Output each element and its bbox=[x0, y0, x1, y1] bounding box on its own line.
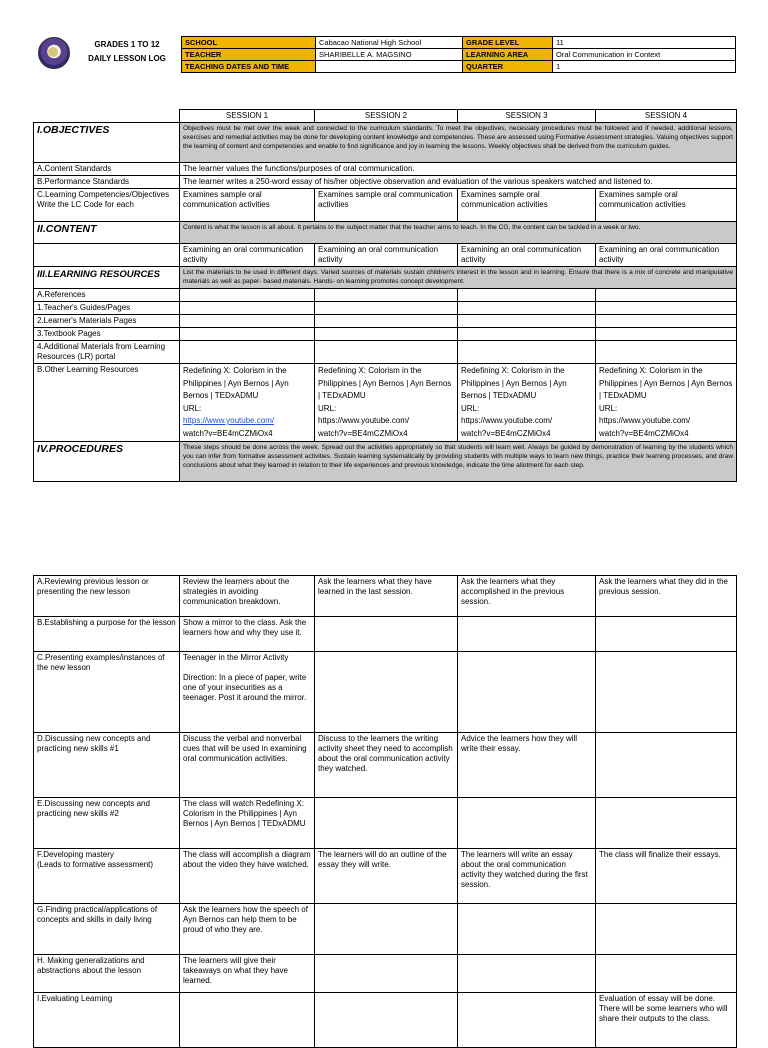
learning-resources-heading: III.LEARNING RESOURCES bbox=[34, 267, 180, 289]
quarter-label: QUARTER bbox=[463, 61, 553, 73]
empty-cell bbox=[596, 302, 737, 315]
resource-url-tail: watch?v=BE4mCZMiOx4 bbox=[461, 428, 551, 438]
procedure-label: C.Presenting examples/instances of the new lesson bbox=[34, 652, 180, 733]
teacher-value: SHARIBELLE A. MAGSINO bbox=[316, 49, 463, 61]
procedure-row bbox=[34, 576, 737, 617]
procedure-cell: Show a mirror to the class. Ask the learners how and why they use it. bbox=[180, 617, 315, 652]
grade-level-label: GRADE LEVEL bbox=[463, 37, 553, 49]
content-description: Content is what the lesson is all about. It pertains to the subject matter that the teacher aims to teach. In the CG, the content can be tackled in a week or two. bbox=[180, 222, 737, 244]
objectives-heading: I.OBJECTIVES bbox=[34, 123, 180, 163]
procedure-cell bbox=[596, 798, 737, 849]
procedure-cell bbox=[458, 955, 596, 993]
header-info-table bbox=[181, 36, 736, 73]
procedure-cell: Evaluation of essay will be done. There will be some learners who will share their outputs to the class. bbox=[596, 993, 737, 1048]
content-standards-label: A.Content Standards bbox=[34, 163, 180, 176]
header-title-line2: DAILY LESSON LOG bbox=[88, 54, 166, 63]
empty-cell bbox=[180, 341, 315, 364]
procedure-label: G.Finding practical/applications of concepts and skills in daily living bbox=[34, 904, 180, 955]
procedures-table bbox=[33, 575, 737, 1048]
procedure-cell: Ask the learners what they have learned in the last session. bbox=[315, 576, 458, 617]
resource-title: Redefining X: Colorism in the Philippines | Ayn Bernos | Ayn Bernos | TEDxADMU bbox=[599, 366, 733, 400]
competency-cell: Examines sample oral communication activities bbox=[596, 189, 737, 222]
resource-link[interactable]: https://www.youtube.com/ bbox=[183, 416, 275, 425]
resource-title: Redefining X: Colorism in the Philippines | Ayn Bernos | Ayn Bernos | TEDxADMU bbox=[318, 366, 452, 400]
performance-standards-value: The learner writes a 250-word essay of his/her objective observation and evaluation of the various speakers watched and listened to. bbox=[180, 176, 737, 189]
procedure-cell: Ask the learners how the speech of Ayn Bernos can help them to be proud of who they are. bbox=[180, 904, 315, 955]
empty-cell bbox=[180, 315, 315, 328]
procedure-cell: Discuss to the learners the writing activity sheet they need to accomplish about the oral communication activity they watched. bbox=[315, 733, 458, 798]
procedure-cell bbox=[315, 617, 458, 652]
procedure-row bbox=[34, 849, 737, 904]
procedure-label: H. Making generalizations and abstractions about the lesson bbox=[34, 955, 180, 993]
procedure-cell: The learners will give their takeaways on what they have learned. bbox=[180, 955, 315, 993]
procedure-cell bbox=[458, 993, 596, 1048]
procedure-cell: Discuss the verbal and nonverbal cues that will be used in examining oral communication activities. bbox=[180, 733, 315, 798]
header-title-line1: GRADES 1 TO 12 bbox=[94, 40, 160, 49]
empty-cell bbox=[596, 315, 737, 328]
session-1-header: SESSION 1 bbox=[180, 110, 315, 123]
additional-materials-label: 4.Additional Materials from Learning Resources (LR) portal bbox=[34, 341, 180, 364]
procedure-cell: The class will finalize their essays. bbox=[596, 849, 737, 904]
empty-cell bbox=[596, 289, 737, 302]
header-title bbox=[72, 38, 182, 66]
procedure-cell: Review the learners about the strategies in avoiding communication breakdown. bbox=[180, 576, 315, 617]
empty-cell bbox=[180, 328, 315, 341]
content-cell: Examining an oral communication activity bbox=[180, 244, 315, 267]
procedure-label: D.Discussing new concepts and practicing new skills #1 bbox=[34, 733, 180, 798]
procedure-cell bbox=[315, 652, 458, 733]
school-label: SCHOOL bbox=[182, 37, 316, 49]
procedure-cell bbox=[458, 652, 596, 733]
procedure-row bbox=[34, 798, 737, 849]
teaching-dates-label: TEACHING DATES AND TIME bbox=[182, 61, 316, 73]
empty-cell bbox=[315, 302, 458, 315]
session-corner bbox=[34, 110, 180, 123]
procedure-label: I.Evaluating Learning bbox=[34, 993, 180, 1048]
session-4-header: SESSION 4 bbox=[596, 110, 737, 123]
procedure-cell: Ask the learners what they did in the previous session. bbox=[596, 576, 737, 617]
empty-cell bbox=[458, 315, 596, 328]
resource-url-label: URL: bbox=[183, 403, 202, 413]
content-standards-value: The learner values the functions/purposes of oral communication. bbox=[180, 163, 737, 176]
resource-url-label: URL: bbox=[318, 403, 337, 413]
empty-cell bbox=[180, 289, 315, 302]
empty-cell bbox=[315, 289, 458, 302]
procedure-cell bbox=[180, 993, 315, 1048]
resource-title: Redefining X: Colorism in the Philippines | Ayn Bernos | Ayn Bernos | TEDxADMU bbox=[183, 366, 289, 400]
learning-area-value: Oral Communication in Context bbox=[553, 49, 736, 61]
other-resource-cell bbox=[596, 364, 737, 442]
teachers-guide-label: 1.Teacher's Guides/Pages bbox=[34, 302, 180, 315]
grade-level-value: 11 bbox=[553, 37, 736, 49]
performance-standards-label: B.Performance Standards bbox=[34, 176, 180, 189]
procedure-row bbox=[34, 652, 737, 733]
empty-cell bbox=[315, 341, 458, 364]
learners-materials-label: 2.Learner's Materials Pages bbox=[34, 315, 180, 328]
procedure-cell bbox=[596, 652, 737, 733]
session-2-header: SESSION 2 bbox=[315, 110, 458, 123]
textbook-pages-label: 3.Textbook Pages bbox=[34, 328, 180, 341]
references-label: A.References bbox=[34, 289, 180, 302]
other-resource-cell bbox=[180, 364, 315, 442]
procedure-row bbox=[34, 993, 737, 1048]
procedure-cell: The class will accomplish a diagram about the video they have watched. bbox=[180, 849, 315, 904]
procedure-cell bbox=[315, 798, 458, 849]
procedure-row bbox=[34, 733, 737, 798]
procedure-cell bbox=[596, 955, 737, 993]
procedure-cell: Advice the learners how they will write their essay. bbox=[458, 733, 596, 798]
procedure-cell: The class will watch Redefining X: Colorism in the Philippines | Ayn Bernos | Ayn Bernos | TEDxADMU bbox=[180, 798, 315, 849]
empty-cell bbox=[315, 315, 458, 328]
procedure-cell bbox=[458, 617, 596, 652]
resource-url-tail: watch?v=BE4mCZMiOx4 bbox=[599, 428, 689, 438]
resource-url-label: URL: bbox=[599, 403, 618, 413]
procedure-cell bbox=[596, 733, 737, 798]
procedure-cell bbox=[315, 904, 458, 955]
procedure-label: B.Establishing a purpose for the lesson bbox=[34, 617, 180, 652]
empty-cell bbox=[458, 289, 596, 302]
competency-cell: Examines sample oral communication activities bbox=[458, 189, 596, 222]
session-3-header: SESSION 3 bbox=[458, 110, 596, 123]
empty-cell bbox=[458, 341, 596, 364]
procedure-row bbox=[34, 617, 737, 652]
procedure-cell bbox=[596, 904, 737, 955]
procedure-cell: The learners will write an essay about the oral communication activity they watched during the first session. bbox=[458, 849, 596, 904]
deped-seal-logo bbox=[38, 37, 70, 69]
content-cell: Examining an oral communication activity bbox=[596, 244, 737, 267]
empty-cell bbox=[315, 328, 458, 341]
teaching-dates-value bbox=[316, 61, 463, 73]
content-blank-label bbox=[34, 244, 180, 267]
empty-cell bbox=[458, 328, 596, 341]
procedure-cell: Ask the learners what they accomplished in the previous session. bbox=[458, 576, 596, 617]
procedure-cell bbox=[458, 798, 596, 849]
resource-url-tail: watch?v=BE4mCZMiOx4 bbox=[183, 428, 273, 438]
competency-cell: Examines sample oral communication activities bbox=[315, 189, 458, 222]
resource-url-tail: watch?v=BE4mCZMiOx4 bbox=[318, 428, 408, 438]
resource-url: https://www.youtube.com/ bbox=[599, 416, 691, 425]
learning-resources-description: List the materials to be used in different days. Varied sources of materials sustain children's interest in the lesson and in learning. Ensure that there is a mix of concrete and manipulative materials as well as paper- based materials. Hands- on learning promotes concept development. bbox=[180, 267, 737, 289]
content-heading: II.CONTENT bbox=[34, 222, 180, 244]
resource-url: https://www.youtube.com/ bbox=[318, 416, 410, 425]
empty-cell bbox=[596, 328, 737, 341]
procedures-heading: IV.PROCEDURES bbox=[34, 442, 180, 482]
procedure-cell: The learners will do an outline of the essay they will write. bbox=[315, 849, 458, 904]
content-cell: Examining an oral communication activity bbox=[315, 244, 458, 267]
procedure-cell: Teenager in the Mirror Activity Direction: In a piece of paper, write one of your insecurities as a teenager. Post it around the mirror. bbox=[180, 652, 315, 733]
resource-url-label: URL: bbox=[461, 403, 480, 413]
resource-url: https://www.youtube.com/ bbox=[461, 416, 553, 425]
content-cell: Examining an oral communication activity bbox=[458, 244, 596, 267]
competency-cell: Examines sample oral communication activities bbox=[180, 189, 315, 222]
quarter-value: 1 bbox=[553, 61, 736, 73]
other-resources-label: B.Other Learning Resources bbox=[34, 364, 180, 442]
empty-cell bbox=[596, 341, 737, 364]
resource-title: Redefining X: Colorism in the Philippines | Ayn Bernos | Ayn Bernos | TEDxADMU bbox=[461, 366, 567, 400]
learning-area-label: LEARNING AREA bbox=[463, 49, 553, 61]
competencies-label: C.Learning Competencies/Objectives Write the LC Code for each bbox=[34, 189, 180, 222]
objectives-description: Objectives must be met over the week and connected to the curriculum standards. To meet the objectives, necessary procedures must be followed and if needed, additional lessons, exercises and remedial activities may be done for developing content knowledge and competencies. These are assessed using Formative Assessment strategies. Valuing objectives support the learning of content and competencies and enable to find significance and joy in learning the lessons. Weekly objectives shall be derived from the curriculum guides. bbox=[180, 123, 737, 163]
lesson-log-table-top bbox=[33, 109, 737, 482]
empty-cell bbox=[458, 302, 596, 315]
teacher-label: TEACHER bbox=[182, 49, 316, 61]
procedure-cell bbox=[315, 993, 458, 1048]
procedure-row bbox=[34, 955, 737, 993]
procedure-row bbox=[34, 904, 737, 955]
procedures-description: These steps should be done across the week. Spread out the activities appropriately so that students will learn well. Always be guided by demonstration of learning by the students which you can infer from formative assessment activities. Sustain learning systematically by providing students with multiple ways to learn new things, practice their learning processes, and draw conclusions about what they learned in relation to their life experiences and previous knowledge, indicate the time allotment for each step. bbox=[180, 442, 737, 482]
procedure-label: E.Discussing new concepts and practicing new skills #2 bbox=[34, 798, 180, 849]
procedure-label: A.Reviewing previous lesson or presenting the new lesson bbox=[34, 576, 180, 617]
procedure-cell bbox=[596, 617, 737, 652]
procedure-label: F.Developing mastery (Leads to formative assessment) bbox=[34, 849, 180, 904]
procedure-cell bbox=[315, 955, 458, 993]
other-resource-cell bbox=[458, 364, 596, 442]
empty-cell bbox=[180, 302, 315, 315]
procedure-cell bbox=[458, 904, 596, 955]
school-value: Cabacao National High School bbox=[316, 37, 463, 49]
other-resource-cell bbox=[315, 364, 458, 442]
